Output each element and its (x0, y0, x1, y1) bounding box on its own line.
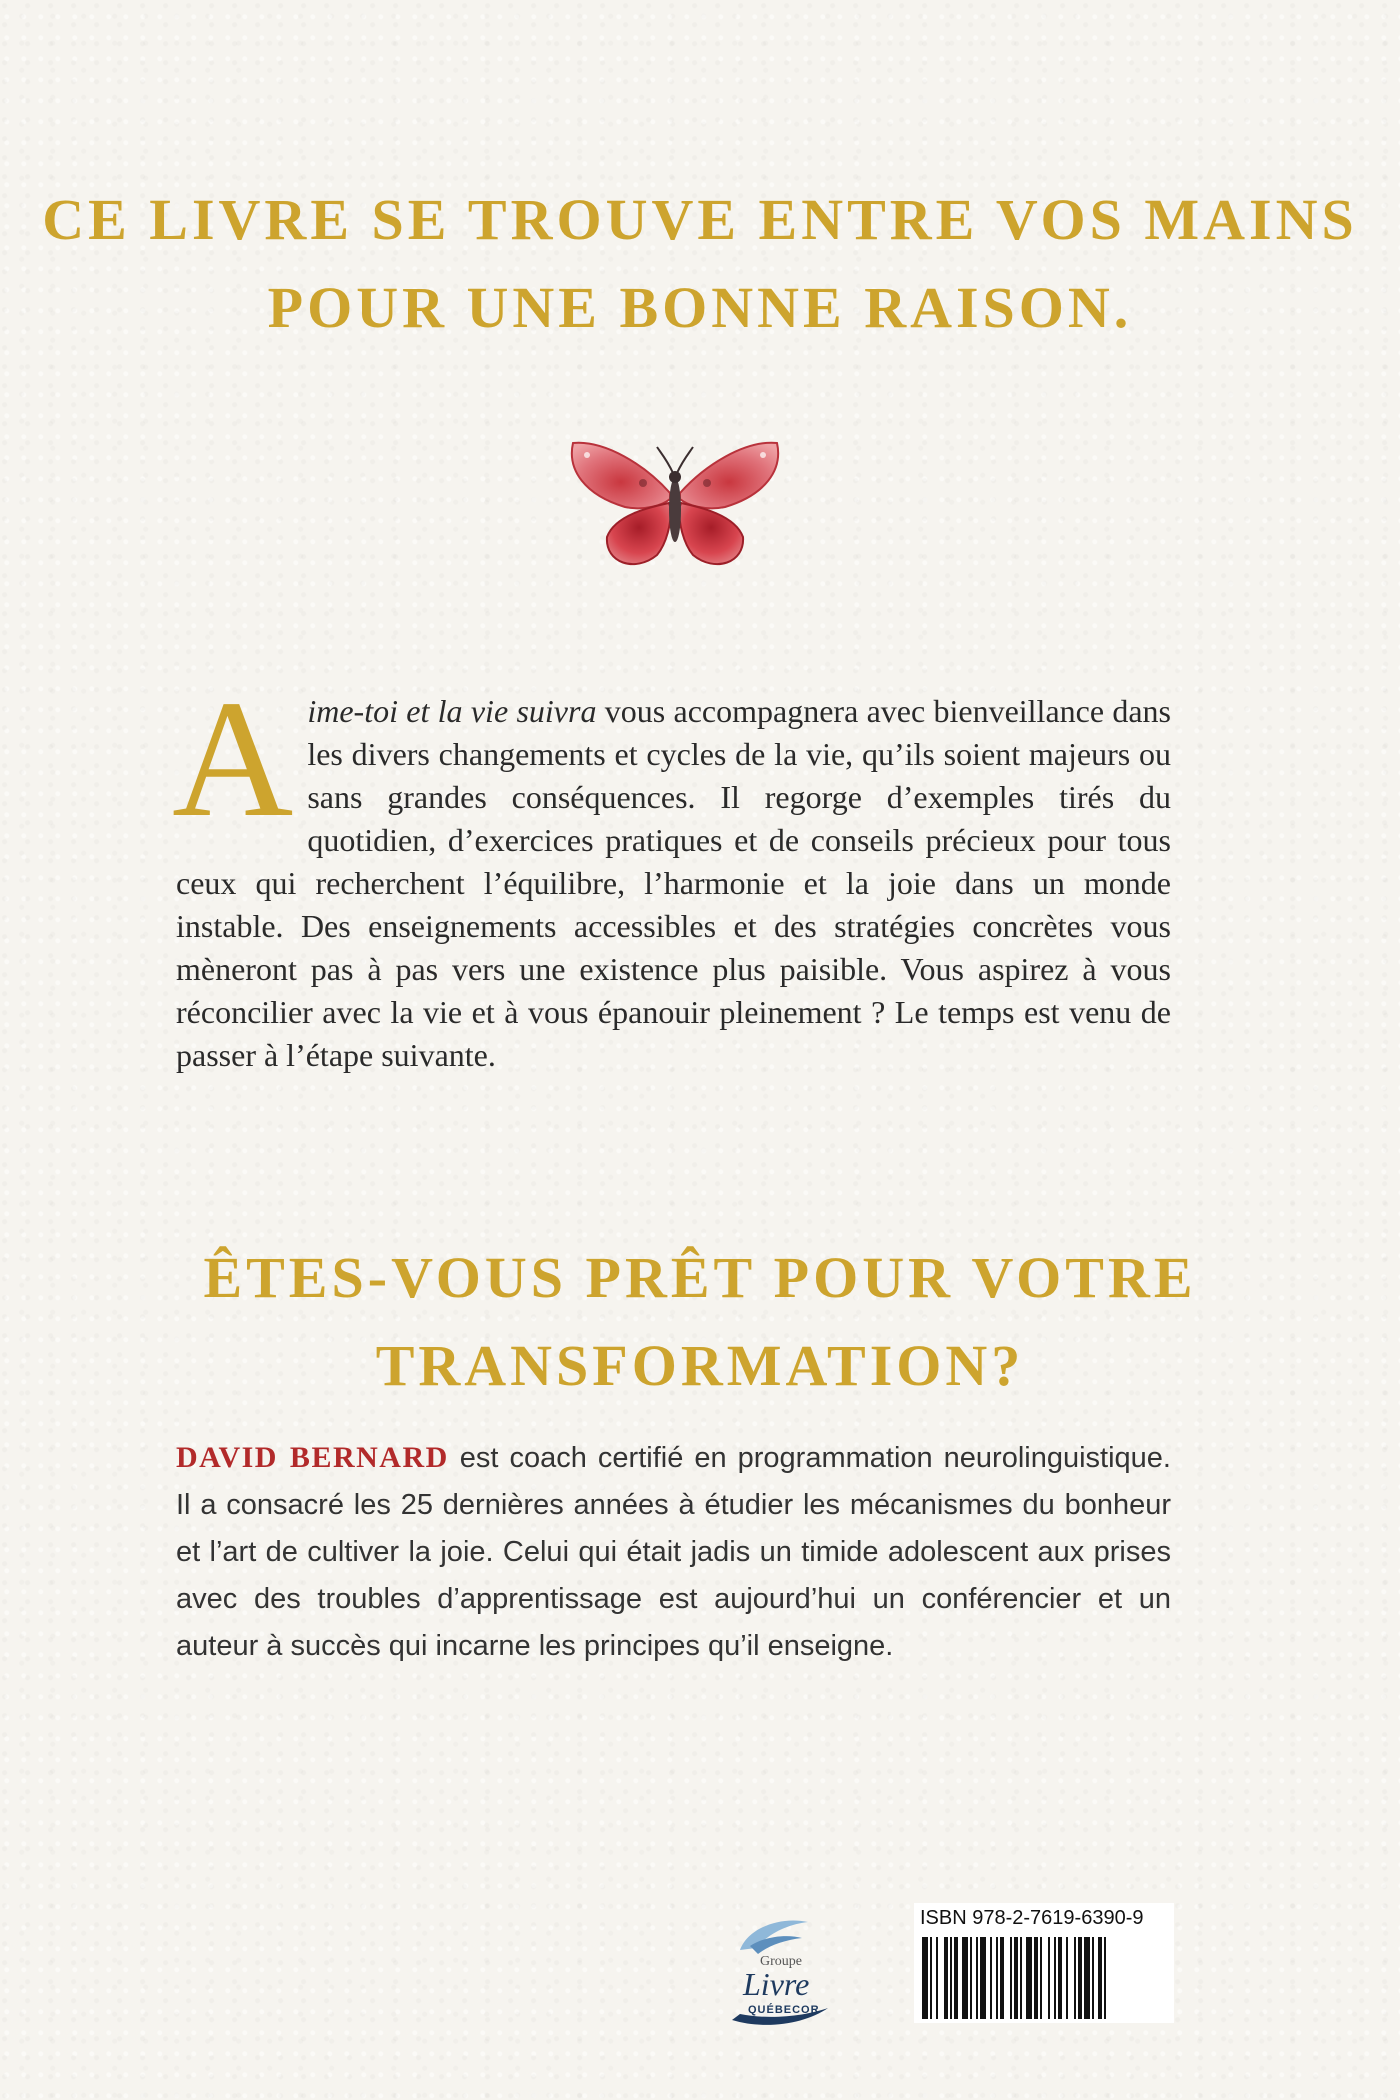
publisher-quebecor: QUÉBECOR (748, 2004, 820, 2016)
drop-cap: A (172, 666, 294, 852)
headline-middle-line-1: ÊTES-VOUS PRÊT POUR VOTRE (203, 1245, 1197, 1310)
publisher-groupe: Groupe (760, 1954, 802, 1969)
publisher-livre: Livre (743, 1966, 810, 2002)
isbn-barcode-block (914, 1903, 1174, 2023)
headline-top-line-1: CE LIVRE SE TROUVE ENTRE VOS MAINS (42, 187, 1358, 252)
isbn-text: ISBN 978-2-7619-6390-9 (920, 1907, 1144, 1929)
author-bio (176, 1434, 1171, 1670)
headline-middle-line-2: TRANSFORMATION? (375, 1333, 1025, 1398)
book-description (172, 666, 1172, 1077)
publisher-logo (710, 1908, 860, 2028)
headline-middle (0, 1234, 1400, 1410)
butterfly-icon (565, 425, 785, 585)
barcode-icon (920, 1937, 1168, 2019)
author-name: DAVID BERNARD (176, 1441, 449, 1474)
description-text: vous accompagnera avec bienveillance dans les divers changements et cycles de la vie, qu’ils soient majeurs ou sans grandes conséquences. Il regorge d’exemples tirés du quotidien, d’exercices pratiques et de conseils précieux pour tous ceux qui recherchent l’équilibre, l’harmonie et la joie dans un monde instable. Des enseignements accessibles et des stratégies concrètes vous mèneront pas à pas vers une existence plus paisible. Vous aspirez à vous réconcilier avec la vie et à vous épanouir pleinement ? Le temps est venu de passer à l’étape suivante. (176, 693, 1172, 1073)
author-bio-text: est coach certifié en programmation neurolinguistique. Il a consacré les 25 dernières années à étudier les mécanismes du bonheur et l’art de cultiver la joie. Celui qui était jadis un timide adolescent aux prises avec des troubles d’apprentissage est aujourd’hui un conférencier et un auteur à succès qui incarne les principes qu’il enseigne. (176, 1442, 1171, 1662)
book-title-italic: ime-toi et la vie suivra (307, 693, 597, 729)
headline-top-line-2: POUR UNE BONNE RAISON. (267, 275, 1133, 340)
headline-top (0, 176, 1400, 352)
